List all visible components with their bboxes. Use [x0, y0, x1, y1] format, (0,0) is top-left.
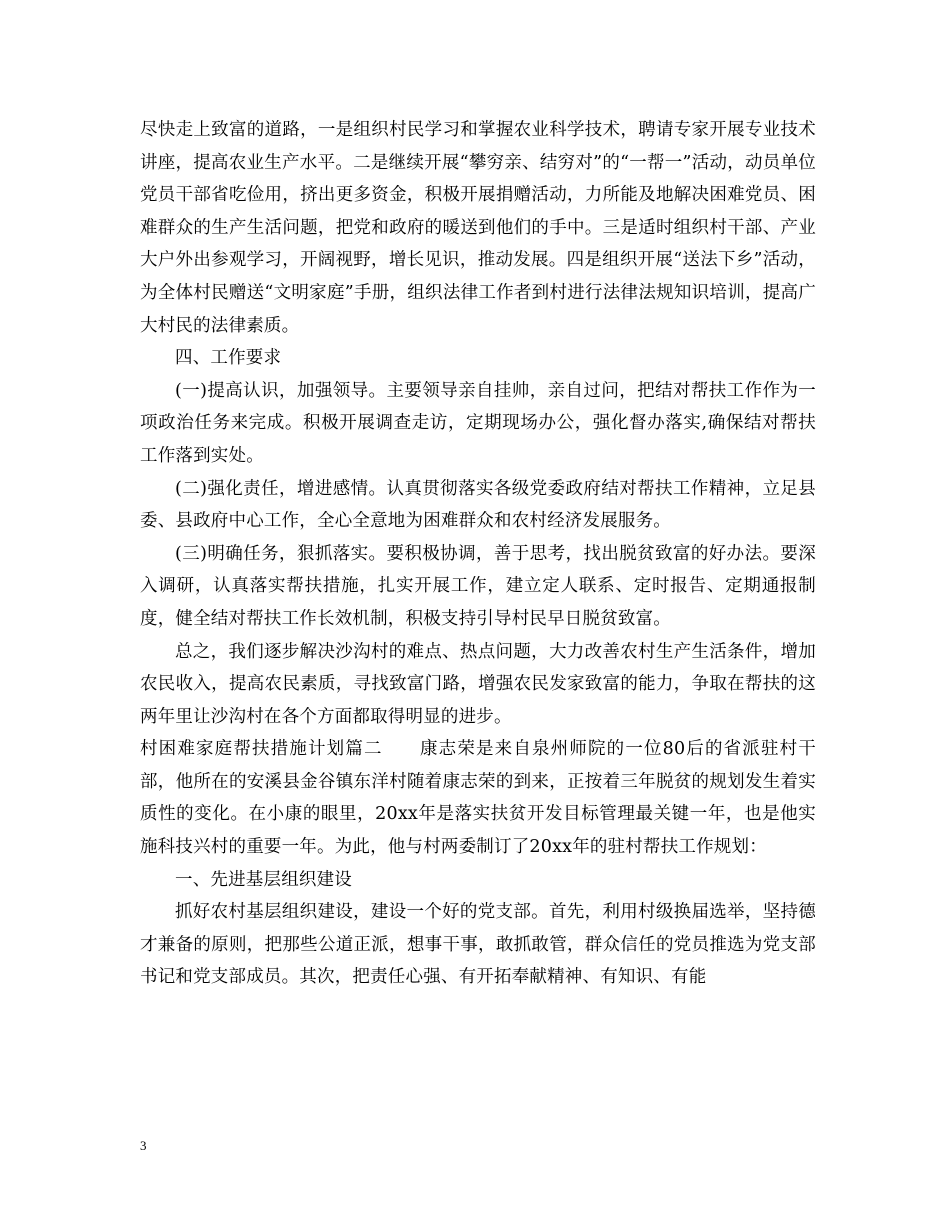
paragraph-requirement-one: (一)提高认识，加强领导。主要领导亲自挂帅，亲自过问，把结对帮扶工作作为一项政治任务来完成。积极开展调查走访，定期现场办公，强化督办落实,确保结对帮扶工作落到实处。 [140, 380, 816, 466]
paragraph-plan-two-intro: 村困难家庭帮扶措施计划篇二 康志荣是来自泉州师院的一位80后的省派驻村干部，他所在的安溪县金谷镇东洋村随着康志荣的到来，正按着三年脱贫的规划发生着实质性的变化。在小康的眼里，20xx年是落实扶贫开发目标管理最关键一年，也是他实施科技兴村的重要一年。为此，他与村两委制订了20xx年的驻村帮扶工作规划： [140, 739, 816, 858]
paragraph-requirement-two: (二)强化责任，增进感情。认真贯彻落实各级党委政府结对帮扶工作精神，立足县委、县政府中心工作，全心全意地为困难群众和农村经济发展服务。 [140, 478, 816, 532]
paragraph-continued-text: 尽快走上致富的道路，一是组织村民学习和掌握农业科学技术，聘请专家开展专业技术讲座，提高农业生产水平。二是继续开展“攀穷亲、结穷对”的“一帮一”活动，动员单位党员干部省吃俭用，挤出更多资金，积极开展捐赠活动，力所能及地解决困难党员、困难群众的生产生活问题，把党和政府的暖送到他们的手中。三是适时组织村干部、产业大户外出参观学习，开阔视野，增长见识，推动发展。四是组织开展“送法下乡”活动，为全体村民赠送“文明家庭”手册，组织法律工作者到村进行法律法规知识培训，提高广大村民的法律素质。 [140, 120, 816, 336]
section-heading-grassroots-organization: 一、先进基层组织建设 [175, 869, 352, 890]
page-number: 3 [140, 1138, 147, 1153]
paragraph-conclusion: 总之，我们逐步解决沙沟村的难点、热点问题，大力改善农村生产生活条件，增加农民收入，提高农民素质，寻找致富门路，增强农民发家致富的能力，争取在帮扶的这两年里让沙沟村在各个方面都取得明显的进步。 [140, 641, 816, 727]
document-body [140, 114, 816, 994]
section-heading-work-requirements: 四、工作要求 [175, 348, 282, 369]
paragraph-party-branch-building: 抓好农村基层组织建设，建设一个好的党支部。首先，利用村级换届选举，坚持德才兼备的原则，把那些公道正派，想事干事，敢抓敢管，群众信任的党员推选为党支部书记和党支部成员。其次，把责任心强、有开拓奉献精神、有知识、有能 [140, 902, 816, 988]
paragraph-requirement-three: (三)明确任务，狠抓落实。要积极协调，善于思考，找出脱贫致富的好办法。要深入调研，认真落实帮扶措施，扎实开展工作，建立定人联系、定时报告、定期通报制度，健全结对帮扶工作长效机制，积极支持引导村民早日脱贫致富。 [140, 543, 816, 629]
